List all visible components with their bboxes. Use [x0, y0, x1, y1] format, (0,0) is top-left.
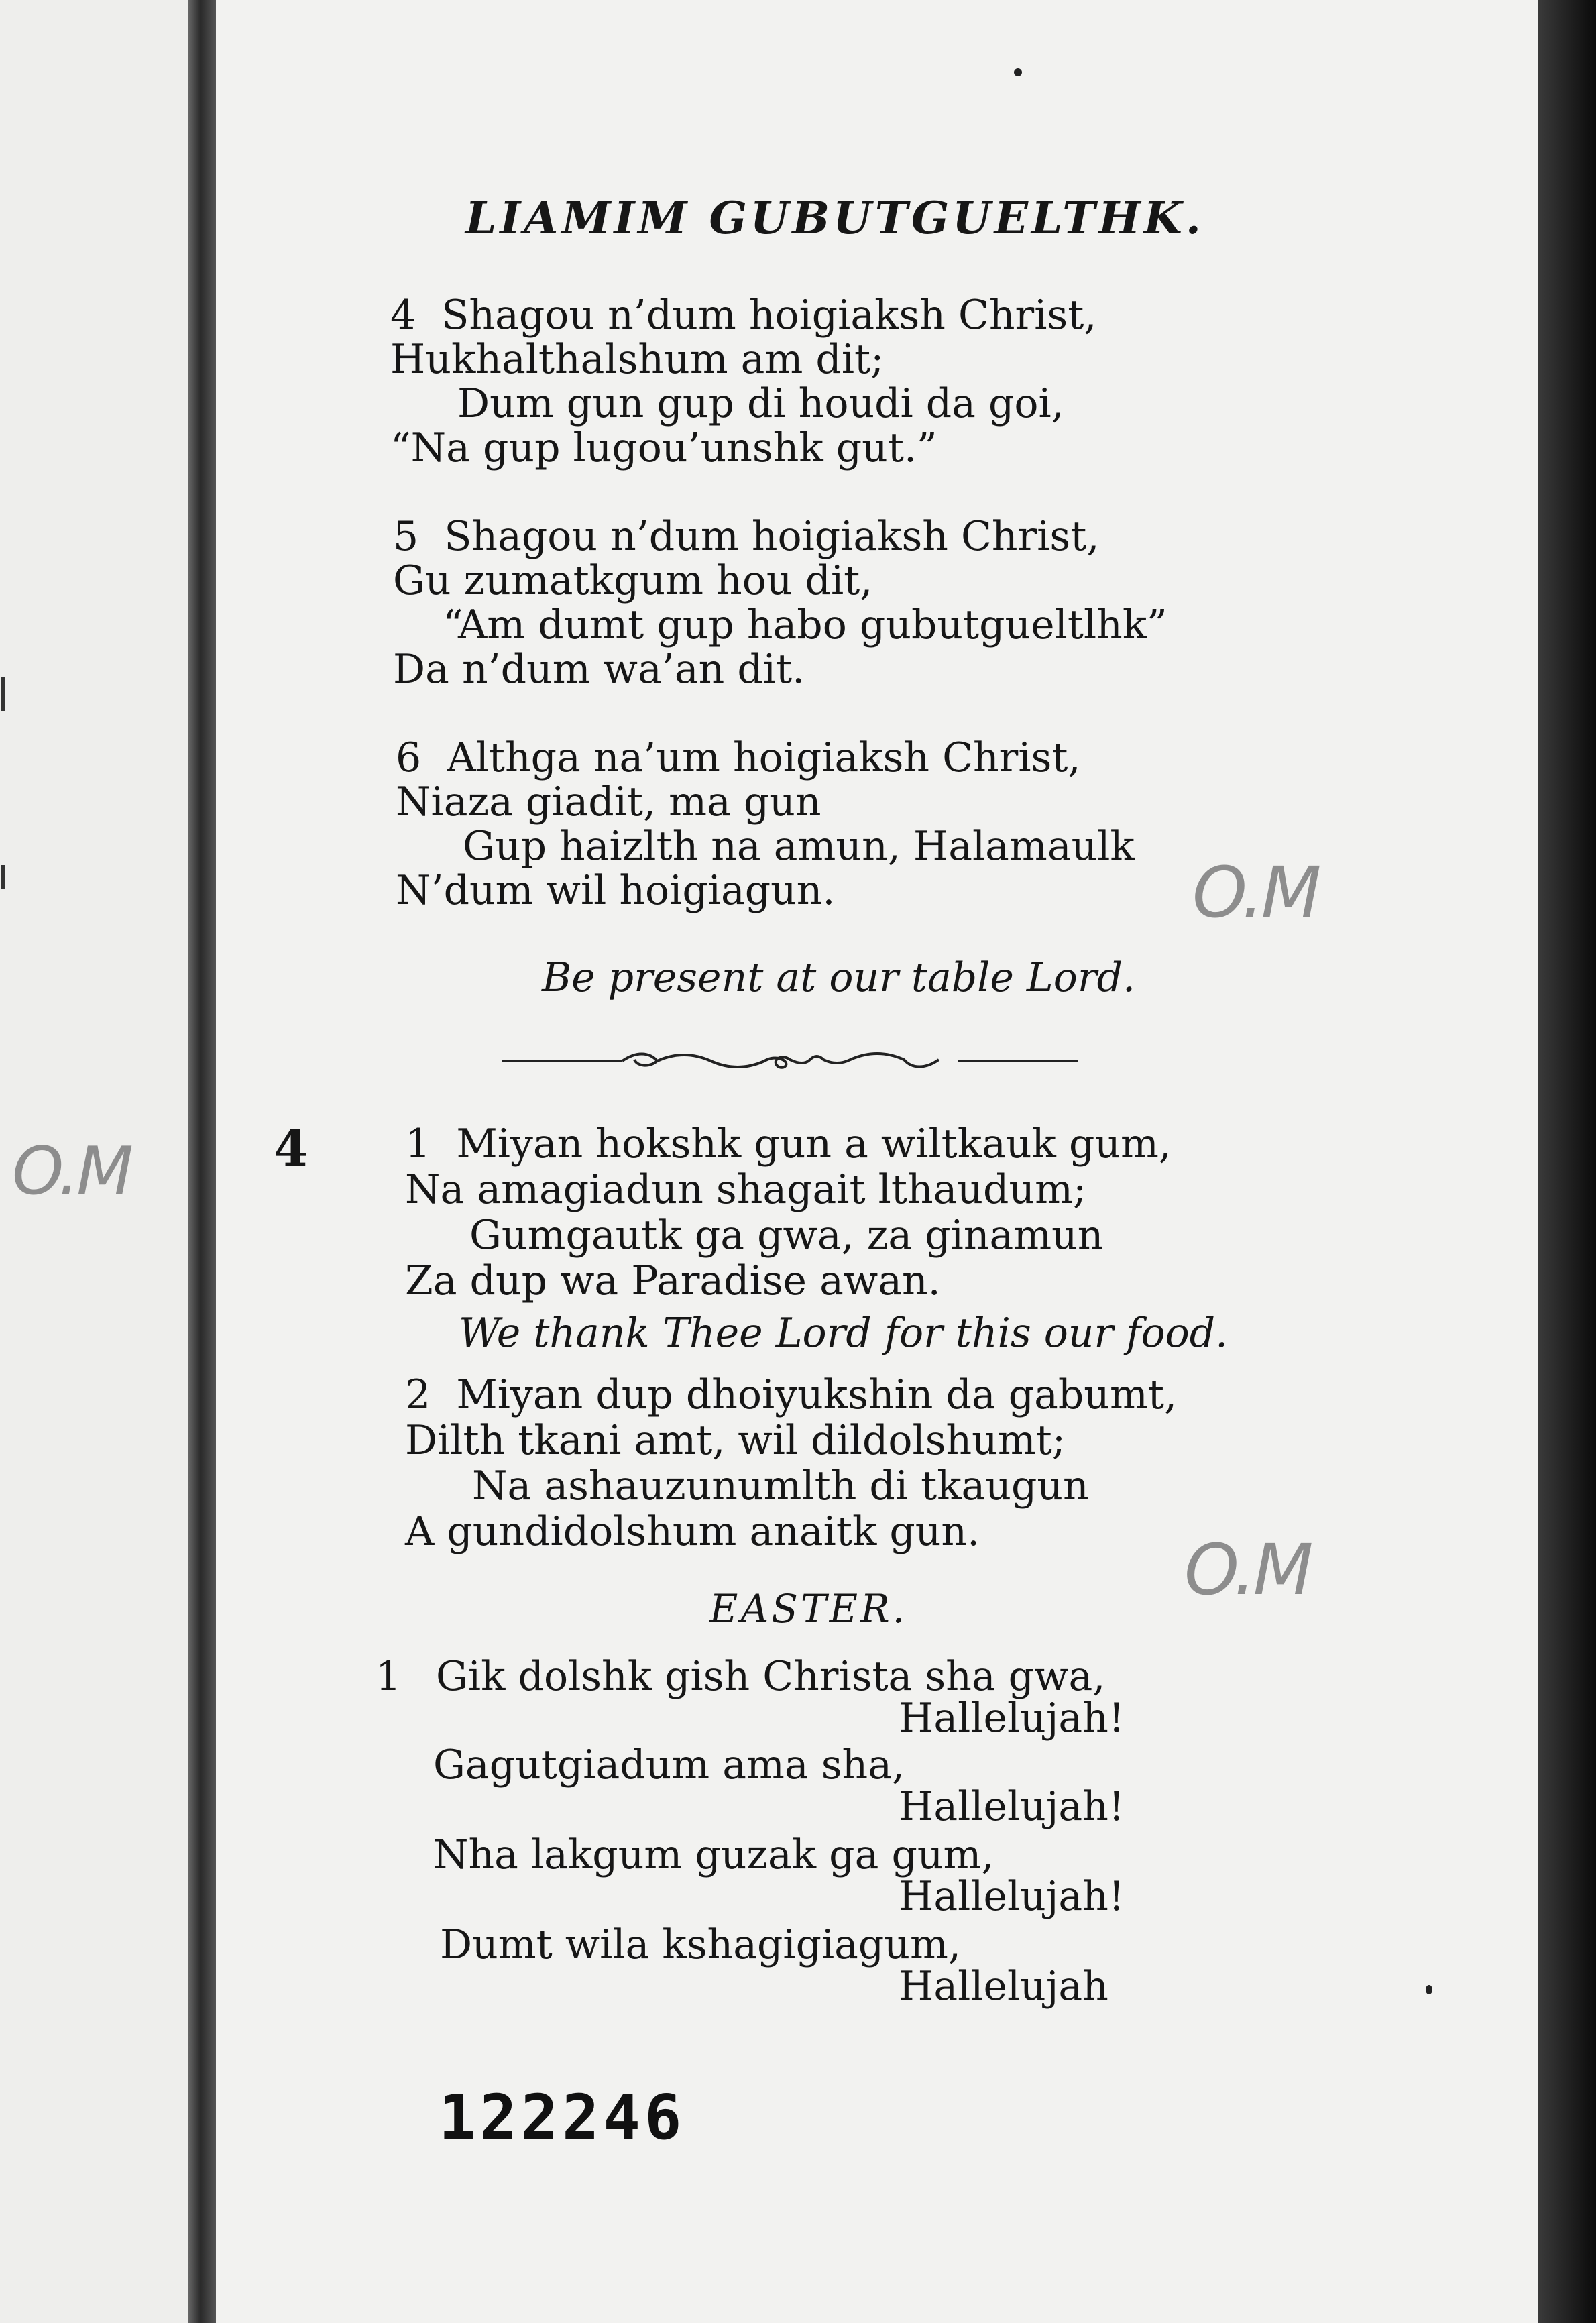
verse-line: Niaza giadit, ma gun [396, 779, 821, 826]
verse-line: Na ashauzunumlth di tkaugun [472, 1463, 1089, 1510]
verse-line: 4 Shagou n’dum hoigiaksh Christ, [390, 292, 1097, 339]
verse-line: Nha lakgum guzak ga gum, [433, 1831, 994, 1878]
verse-line: 5 Shagou n’dum hoigiaksh Christ, [393, 513, 1100, 560]
verse-line: “Na gup lugou’unshk gut.” [390, 424, 937, 471]
verse-line: Gu zumatkgum hou dit, [393, 557, 873, 604]
book-gutter [188, 0, 216, 2323]
hymn-translation: We thank Thee Lord for this our food. [459, 1310, 1229, 1357]
verse-line: A gundidolshum anaitk gun. [405, 1508, 980, 1555]
refrain: Hallelujah! [899, 1783, 1125, 1830]
hymn-number: 4 [274, 1120, 308, 1178]
verse-line: Dumt wila kshagigiagum, [440, 1921, 961, 1968]
verse-line: Gumgautk ga gwa, za ginamun [469, 1212, 1104, 1259]
page-edge-shadow [1538, 0, 1596, 2323]
hymn-number: 1 [376, 1653, 402, 1700]
verse-line: Gup haizlth na amun, Halamaulk [463, 823, 1135, 870]
handwritten-note-right: O.M [1184, 1529, 1311, 1611]
verse-line: Da n’dum wa’an dit. [393, 646, 805, 693]
refrain: Hallelujah [899, 1963, 1108, 2010]
handwritten-note-right: O.M [1192, 852, 1319, 933]
verse-line: Gik dolshk gish Christa sha gwa, [436, 1653, 1106, 1700]
verse-line: N’dum wil hoigiagun. [396, 867, 836, 914]
ornament-divider [502, 1046, 1078, 1080]
refrain: Hallelujah! [899, 1695, 1125, 1742]
verse-line: 1 Miyan hokshk gun a wiltkauk gum, [405, 1121, 1172, 1168]
left-margin-mark [1, 677, 5, 711]
handwritten-note-left: O.M [12, 1133, 131, 1210]
section-heading: EASTER. [709, 1586, 908, 1632]
page-title: LIAMIM GUBUTGUELTHK. [465, 192, 1204, 244]
accession-stamp: 122246 [439, 2082, 686, 2153]
verse-line: “Am dumt gup habo gubutgueltlhk” [443, 602, 1167, 648]
verse-line: Dum gun gup di houdi da goi, [457, 380, 1064, 427]
verse-line: Dilth tkani amt, wil dildolshumt; [405, 1417, 1066, 1464]
hymn-translation: Be present at our table Lord. [542, 954, 1136, 1001]
page-speck [1014, 68, 1022, 76]
verse-line: 6 Althga na’um hoigiaksh Christ, [396, 734, 1081, 781]
page-speck [1426, 1985, 1432, 1994]
verse-line: Za dup wa Paradise awan. [405, 1257, 941, 1304]
verse-line: Gagutgiadum ama sha, [433, 1742, 905, 1789]
verse-line: Na amagiadun shagait lthaudum; [405, 1166, 1087, 1213]
refrain: Hallelujah! [899, 1873, 1125, 1920]
verse-line: Hukhalthalshum am dit; [390, 336, 885, 383]
verse-line: 2 Miyan dup dhoiyukshin da gabumt, [405, 1371, 1178, 1418]
left-margin-mark [1, 865, 5, 889]
